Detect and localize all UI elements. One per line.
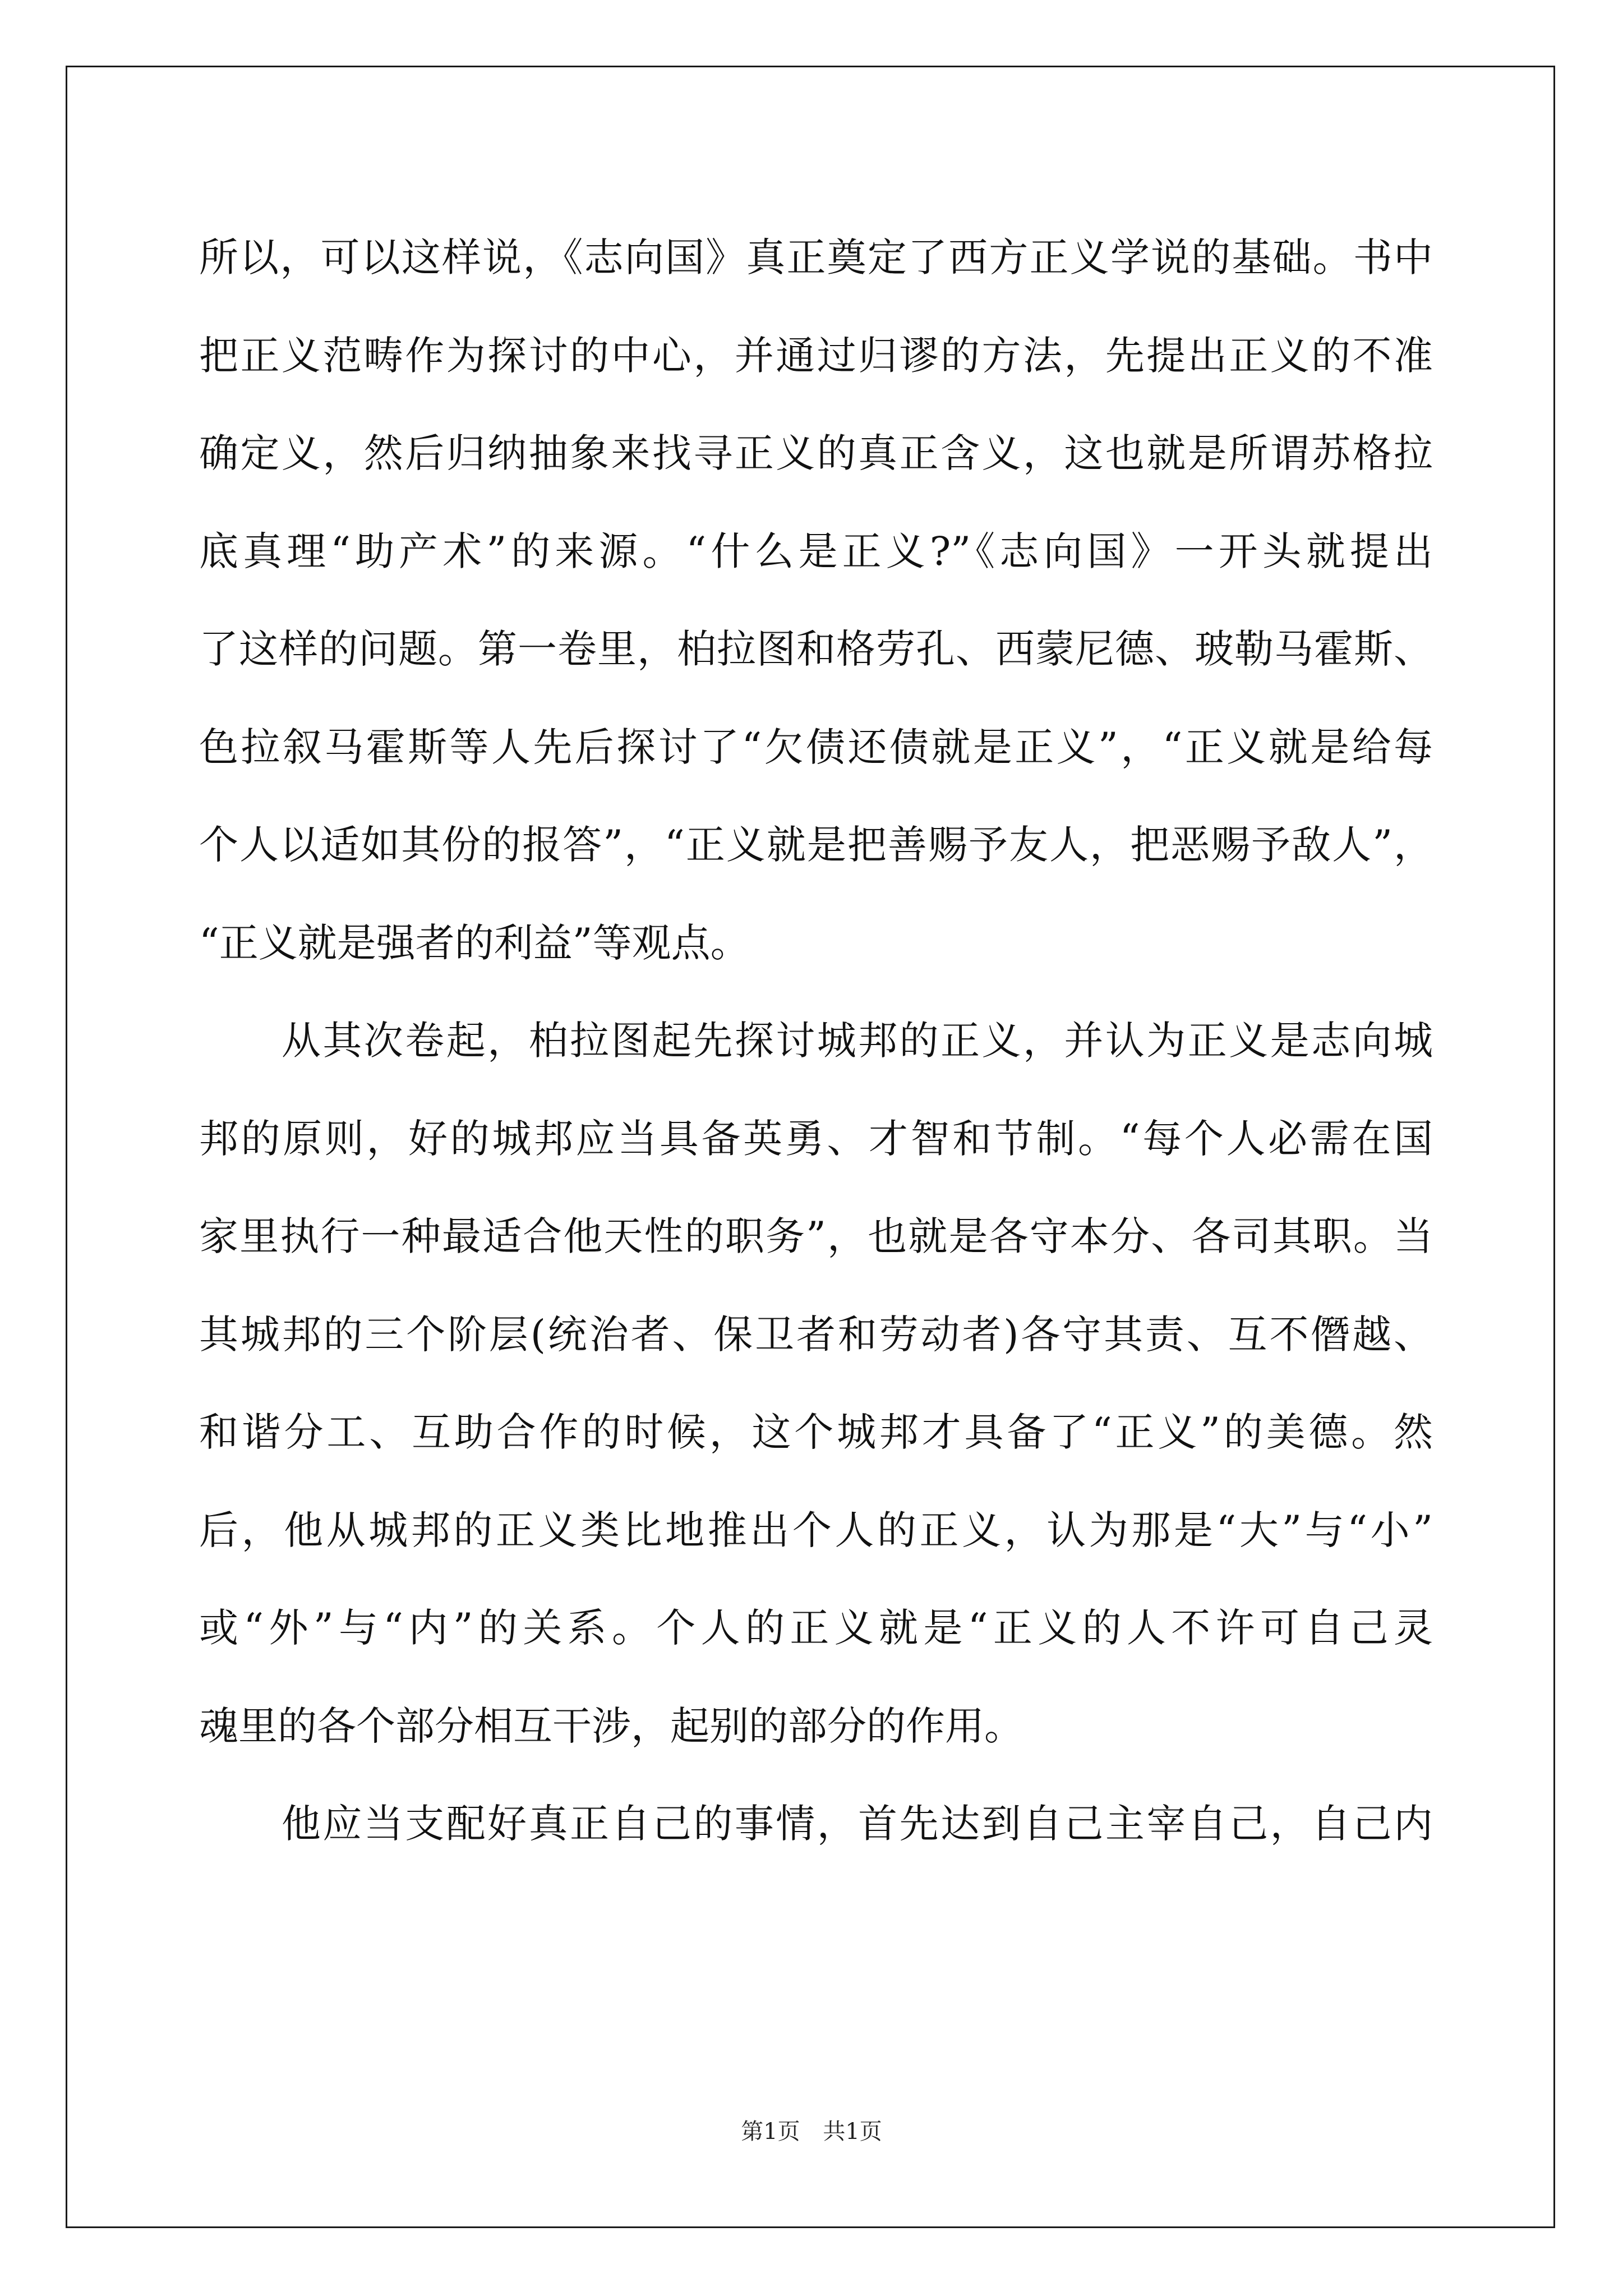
text-line: 他应当支配好真正自己的事情，首先达到自己主宰自己，自己内 [199, 1801, 1433, 1847]
text-line: 或“外”与“内”的关系。个人的正义就是“正义的人不许可自己灵 [199, 1605, 1433, 1651]
text-line: 底真理“助产术”的来源。“什么是正义?”《志向国》一开头就提出 [199, 528, 1433, 574]
text-line: 魂里的各个部分相互干涉，起别的部分的作用。 [199, 1703, 1023, 1749]
text-line: 从其次卷起，柏拉图起先探讨城邦的正义，并认为正义是志向城 [199, 1018, 1433, 1064]
text-line: 个人以适如其份的报答”，“正义就是把善赐予友人，把恶赐予敌人”， [199, 822, 1433, 868]
text-line: 邦的原则，好的城邦应当具备英勇、才智和节制。“每个人必需在国 [199, 1115, 1433, 1162]
current-page-number: 第1页 [741, 2119, 800, 2145]
page-footer [0, 2118, 1623, 2146]
text-line: 了这样的问题。第一卷里，柏拉图和格劳孔、西蒙尼德、玻勒马霍斯、 [199, 626, 1433, 672]
text-line: 后，他从城邦的正义类比地推出个人的正义，认为那是“大”与“小” [199, 1507, 1433, 1553]
text-line: 所以，可以这样说，《志向国》真正奠定了西方正义学说的基础。书中 [199, 234, 1433, 280]
document-body [199, 209, 1433, 1873]
total-page-count: 共1页 [823, 2119, 882, 2145]
text-line: 和谐分工、互助合作的时候，这个城邦才具备了“正义”的美德。然 [199, 1409, 1433, 1455]
text-line: 家里执行一种最适合他天性的职务”，也就是各守本分、各司其职。当 [199, 1213, 1433, 1259]
text-line: 把正义范畴作为探讨的中心，并通过归谬的方法，先提出正义的不准 [199, 332, 1433, 379]
text-line: 其城邦的三个阶层(统治者、保卫者和劳动者)各守其责、互不僭越、 [199, 1311, 1433, 1358]
text-line: 确定义，然后归纳抽象来找寻正义的真正含义，这也就是所谓苏格拉 [199, 430, 1433, 476]
text-line: 色拉叙马霍斯等人先后探讨了“欠债还债就是正义”，“正义就是给每 [199, 724, 1433, 770]
text-line: “正义就是强者的利益”等观点。 [199, 919, 750, 966]
